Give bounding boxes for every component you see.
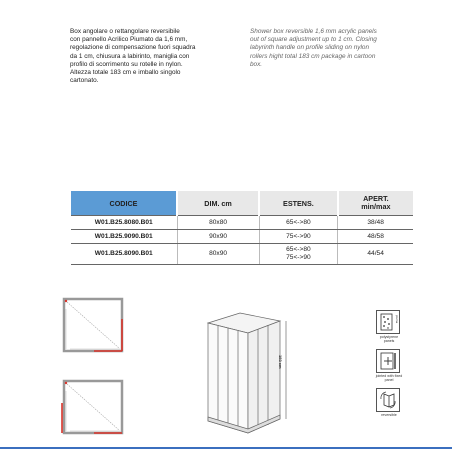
plan-views xyxy=(50,295,140,445)
icon-label-line: jointed with fixed xyxy=(375,374,403,378)
table-row xyxy=(71,216,413,230)
description-english xyxy=(250,28,412,69)
cell-dim: 90x90 xyxy=(177,230,259,244)
cell-ext-line: 65<->80 xyxy=(286,218,311,226)
cell-ext-line: 65<->80 xyxy=(286,246,311,253)
plan-view-rectangular xyxy=(62,381,122,433)
desc-en-line: box. xyxy=(250,60,263,68)
desc-it-line: Box angolare o rettangolare reversibile xyxy=(70,28,180,35)
cell-code: W01.B25.8080.B01 xyxy=(71,216,177,230)
header-opening-line1: APERT. xyxy=(363,194,389,203)
desc-it-line: cartonato. xyxy=(70,77,99,85)
height-label: 183 cm xyxy=(278,355,283,369)
table-row xyxy=(71,230,413,244)
cell-ext xyxy=(259,230,338,244)
desc-en-line: rollers hight total 183 cm package in cartoon xyxy=(250,52,376,60)
header-extension: ESTENS. xyxy=(259,191,338,216)
header-dimension: DIM. cm xyxy=(177,191,259,216)
header-opening-line2: min/max xyxy=(361,202,391,211)
icon-label-line: polystyrene xyxy=(379,335,399,339)
header-opening xyxy=(338,191,413,216)
cell-dim: 80x90 xyxy=(177,244,259,265)
desc-en-line: out of square adjustment up to 1 cm. Closing xyxy=(250,36,377,44)
plan-view-square xyxy=(64,299,122,351)
cell-ext-line: 75<->90 xyxy=(286,232,311,240)
desc-it-line: da 1 cm, chiusura a labirinto, maniglia con xyxy=(70,52,190,60)
icon-label-line: reversible xyxy=(381,413,397,417)
polystyrene-panels-icon xyxy=(376,310,400,334)
cell-open: 48/58 xyxy=(338,230,413,244)
cell-code: W01.B25.9090.B01 xyxy=(71,230,177,244)
desc-it-line: Altezza totale 183 cm e imballo singolo xyxy=(70,69,181,77)
reversible-label xyxy=(372,413,406,417)
polystyrene-panels-label xyxy=(372,335,406,343)
footer-rule xyxy=(0,447,452,449)
table-row xyxy=(71,244,413,265)
desc-it-line: regolazione di compensazione fuori squadra xyxy=(70,44,196,52)
cell-ext xyxy=(259,216,338,230)
cell-ext xyxy=(259,244,338,265)
cell-open: 44/54 xyxy=(338,244,413,265)
joined-fixed-panel-label xyxy=(372,374,406,382)
header-code: CODICE xyxy=(71,191,177,216)
specs-table xyxy=(71,191,413,265)
feature-icons xyxy=(372,310,406,423)
desc-en-line: labyrinth handle on profile sliding on nylon xyxy=(250,44,370,52)
desc-it-line: profilo di scorrimento su rotelle in nylon. xyxy=(70,60,183,68)
cell-code: W01.B25.8090.B01 xyxy=(71,244,177,265)
desc-en-line: Shower box reversible 1,6 mm acrylic panels xyxy=(250,28,377,35)
description-italian xyxy=(70,28,238,85)
cell-open: 38/48 xyxy=(338,216,413,230)
cell-dim: 80x80 xyxy=(177,216,259,230)
icon-label-line: panels xyxy=(383,339,395,343)
table-header-row xyxy=(71,191,413,216)
cell-ext-line: 75<->90 xyxy=(286,253,311,261)
piuma-label: piuma xyxy=(395,315,399,324)
reversible-icon xyxy=(376,388,400,412)
shower-box-3d-drawing xyxy=(200,305,290,445)
desc-it-line: con pannello Acrilico Piumato da 1,6 mm, xyxy=(70,36,188,44)
icon-label-line: panel xyxy=(384,378,394,382)
joined-fixed-panel-icon xyxy=(376,349,400,373)
